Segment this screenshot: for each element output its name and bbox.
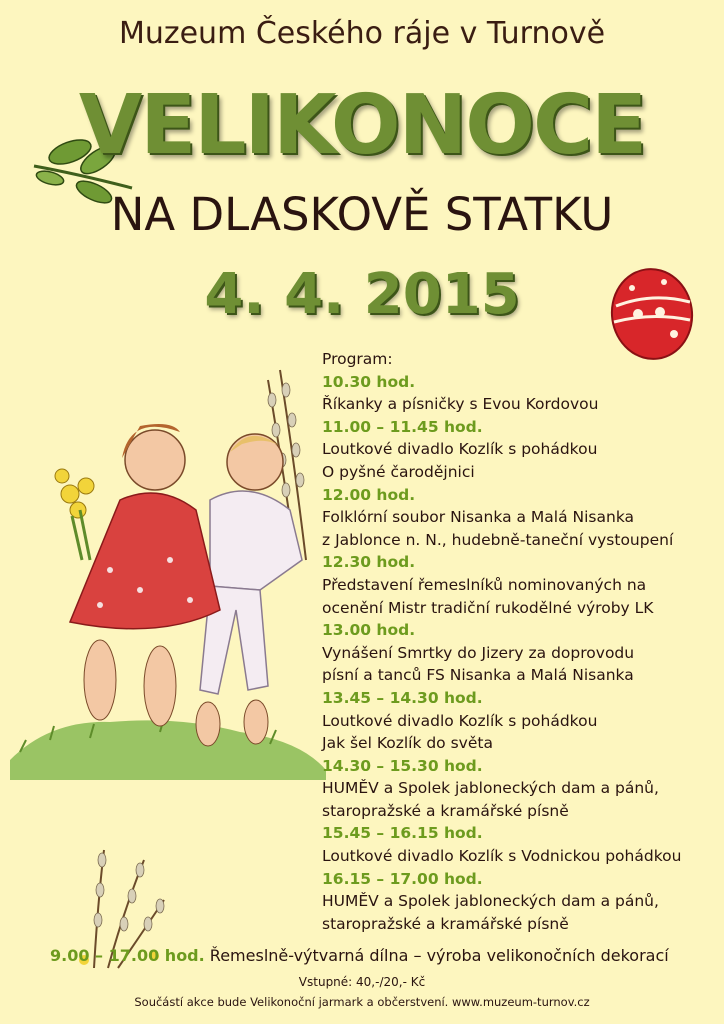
- program-time: 10.30 hod.: [322, 372, 416, 391]
- program-text: Loutkové divadlo Kozlík s pohádkou: [322, 440, 598, 459]
- children-illustration: [10, 360, 328, 780]
- program-time: 13.45 – 14.30 hod.: [322, 688, 483, 707]
- footer-note: Součástí akce bude Velikonoční jarmark a občerstvení. www.muzeum-turnov.cz: [134, 995, 590, 1009]
- program-text: ocenění Mistr tradiční rukodělné výroby LK: [322, 598, 654, 617]
- program-text: Loutkové divadlo Kozlík s Vodnickou pohádkou: [322, 847, 682, 866]
- program-time: 15.45 – 16.15 hod.: [322, 824, 483, 843]
- event-subtitle: NA DLASKOVĚ STATKU: [110, 188, 614, 241]
- event-title: VELIKONOCE: [78, 78, 646, 173]
- program-heading: Program:: [322, 350, 393, 368]
- program-time: 11.00 – 11.45 hod.: [322, 417, 483, 436]
- program-text: Představení řemeslníků nominovaných na: [322, 575, 647, 594]
- program-text: z Jablonce n. N., hudebně-taneční vystoupení: [322, 530, 674, 549]
- program-text: písní a tanců FS Nisanka a Malá Nisanka: [322, 666, 634, 685]
- program-time: 16.15 – 17.00 hod.: [322, 869, 483, 888]
- workshop-time: 9.00 – 17.00 hod.: [50, 946, 205, 965]
- program-text: Folklórní soubor Nisanka a Malá Nisanka: [322, 508, 635, 527]
- program-text: Jak šel Kozlík do světa: [322, 734, 493, 753]
- program-text: staropražské a kramářské písně: [322, 801, 569, 820]
- program-text: staropražské a kramářské písně: [322, 914, 569, 933]
- museum-name: Muzeum Českého ráje v Turnově: [118, 16, 606, 51]
- program-time: 13.00 hod.: [322, 621, 416, 640]
- program-text: HUMĚV a Spolek jabloneckých dam a pánů,: [322, 779, 659, 798]
- workshop-line: [50, 946, 710, 965]
- program-text: Říkanky a písničky s Evou Kordovou: [322, 395, 599, 414]
- program-list: [322, 348, 717, 935]
- workshop-text: Řemeslně-výtvarná dílna – výroba velikonočních dekorací: [204, 946, 669, 965]
- easter-egg-image: [604, 262, 700, 362]
- program-text: Loutkové divadlo Kozlík s pohádkou: [322, 711, 598, 730]
- event-date: 4. 4. 2015: [204, 262, 520, 327]
- program-text: O pyšné čarodějnici: [322, 462, 475, 481]
- program-text: HUMĚV a Spolek jabloneckých dam a pánů,: [322, 892, 659, 911]
- program-time: 14.30 – 15.30 hod.: [322, 756, 483, 775]
- program-text: Vynášení Smrtky do Jizery za doprovodu: [322, 643, 635, 662]
- admission-price: Vstupné: 40,-/20,- Kč: [298, 975, 426, 989]
- program-time: 12.30 hod.: [322, 553, 416, 572]
- program-time: 12.00 hod.: [322, 485, 416, 504]
